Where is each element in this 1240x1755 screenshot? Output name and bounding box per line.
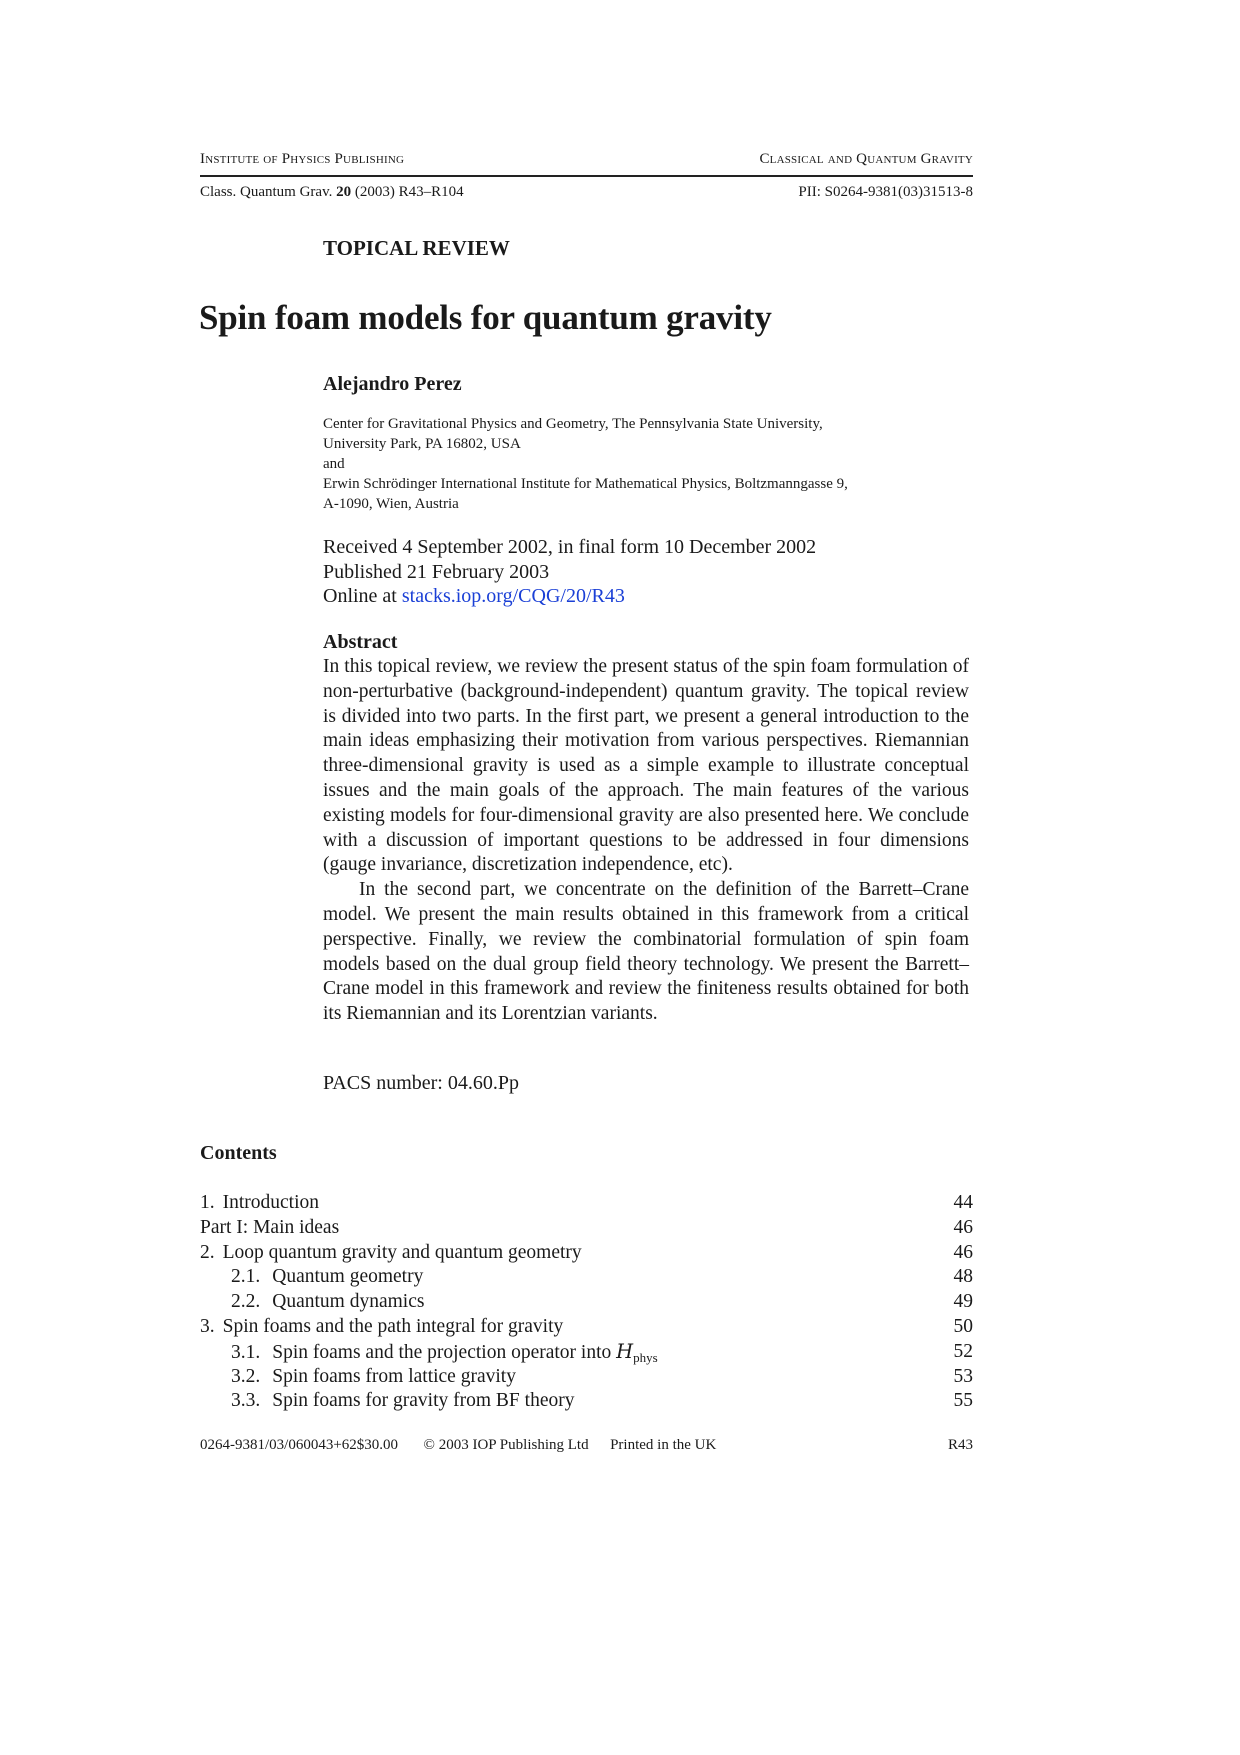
received-date: Received 4 September 2002, in final form 10 December 2002 <box>323 536 817 558</box>
toc-item-number: 3.2. <box>231 1365 261 1387</box>
online-link[interactable]: stacks.iop.org/CQG/20/R43 <box>401 585 625 607</box>
toc-item[interactable] <box>200 1389 973 1414</box>
toc-item-page: 46 <box>953 1216 973 1238</box>
affiliation-line: A-1090, Wien, Austria <box>323 496 459 512</box>
toc-item-page: 48 <box>953 1266 973 1288</box>
section-label: TOPICAL REVIEW <box>323 236 510 260</box>
publication-dates <box>323 535 816 609</box>
toc-item-title: Part I: Main ideas <box>200 1216 340 1238</box>
publisher-name: Institute of Physics Publishing <box>200 151 405 167</box>
citation <box>200 184 464 201</box>
toc-item-title: Quantum dynamics <box>272 1291 425 1313</box>
toc-item[interactable] <box>200 1340 973 1365</box>
footer-page-number: R43 <box>947 1437 973 1453</box>
toc-item-number: 2.2. <box>231 1291 261 1313</box>
online-line <box>323 584 816 609</box>
toc-item[interactable] <box>200 1315 973 1340</box>
toc-item-title: Loop quantum gravity and quantum geometry <box>222 1241 582 1263</box>
toc-item-page: 46 <box>953 1241 973 1263</box>
toc-item-number: 2. <box>200 1241 215 1263</box>
abstract-heading: Abstract <box>323 631 398 653</box>
toc-item-title: Spin foams from lattice gravity <box>272 1365 516 1387</box>
toc-item-number: 3.3. <box>231 1390 261 1412</box>
hilbert-space-symbol: H <box>616 1339 634 1363</box>
contents-heading: Contents <box>200 1142 277 1164</box>
affiliations <box>323 414 848 514</box>
toc-item[interactable] <box>200 1216 973 1241</box>
abstract-body <box>323 655 969 1027</box>
toc-item-page: 49 <box>953 1291 973 1313</box>
toc-item-number: 1. <box>200 1192 215 1213</box>
page-title: Spin foam models for quantum gravity <box>199 298 772 337</box>
footer-code: 0264-9381/03/060043+62$30.00 <box>200 1437 399 1453</box>
pacs-number: PACS number: 04.60.Pp <box>323 1072 519 1094</box>
citation-suffix: (2003) R43–R104 <box>351 184 464 200</box>
affiliation-line: and <box>323 456 345 472</box>
toc-item[interactable] <box>200 1265 973 1290</box>
toc-item-title: Quantum geometry <box>272 1266 424 1288</box>
hilbert-space-subscript: phys <box>633 1349 658 1365</box>
table-of-contents <box>200 1191 973 1414</box>
footer-copyright: © 2003 IOP Publishing Ltd <box>423 1437 589 1453</box>
toc-item-number: 3. <box>200 1315 215 1337</box>
affiliation-line: University Park, PA 16802, USA <box>323 436 521 452</box>
affiliation-line: Erwin Schrödinger International Institute for Mathematical Physics, Boltzmanngasse 9, <box>323 476 848 492</box>
toc-item-page: 55 <box>953 1390 973 1412</box>
footer-printed: Printed in the UK <box>610 1437 717 1453</box>
journal-name: Classical and Quantum Gravity <box>759 151 973 167</box>
toc-item-page: 52 <box>953 1340 973 1362</box>
abstract-paragraph: In this topical review, we review the present status of the spin foam formulation of non-perturbative (background-independent) quantum gravity. The topical review is divided into two parts. In the first part, we present a general introduction to the main ideas emphasizing their motivation from various perspectives. Riemannian three-dimensional gravity is used as a simple example to illustrate conceptual issues and the main goals of the approach. The main features of the various existing models for four-dimensional gravity are also presented here. We conclude with a discussion of important questions to be addressed in four dimensions (gauge invariance, discretization independence, etc). <box>323 656 969 876</box>
toc-item[interactable] <box>200 1290 973 1315</box>
footer-line <box>200 1437 716 1454</box>
toc-item-page: 53 <box>953 1365 973 1387</box>
toc-item[interactable] <box>200 1191 973 1216</box>
abstract-paragraph: In the second part, we concentrate on the definition of the Barrett–Crane model. We present the main results obtained in this framework from a critical perspective. Finally, we review the combinatorial formulation of spin foam models based on the dual group field theory technology. We present the Barrett–Crane model in this framework and review the finiteness results obtained for both its Riemannian and its Lorentzian variants. <box>323 879 969 1025</box>
toc-item-page: 50 <box>953 1315 973 1337</box>
citation-prefix: Class. Quantum Grav. <box>200 184 337 200</box>
toc-item-number: 3.1. <box>231 1341 261 1363</box>
toc-item-title: Spin foams and the projection operator into <box>272 1341 617 1363</box>
toc-item-title: Spin foams for gravity from BF theory <box>272 1390 575 1412</box>
pii: PII: S0264-9381(03)31513-8 <box>798 184 973 200</box>
header-rule <box>200 175 973 177</box>
toc-item[interactable] <box>200 1241 973 1266</box>
citation-volume: 20 <box>336 184 352 200</box>
toc-item[interactable] <box>200 1365 973 1390</box>
published-date: Published 21 February 2003 <box>323 560 550 583</box>
toc-item-number: 2.1. <box>231 1266 261 1288</box>
toc-item-title: Introduction <box>222 1192 320 1213</box>
toc-item-title: Spin foams and the path integral for gravity <box>222 1315 564 1337</box>
author-name: Alejandro Perez <box>323 373 462 395</box>
toc-item-page: 44 <box>953 1192 973 1213</box>
affiliation-line: Center for Gravitational Physics and Geometry, The Pennsylvania State University, <box>323 416 823 432</box>
online-prefix: Online at <box>323 585 402 607</box>
